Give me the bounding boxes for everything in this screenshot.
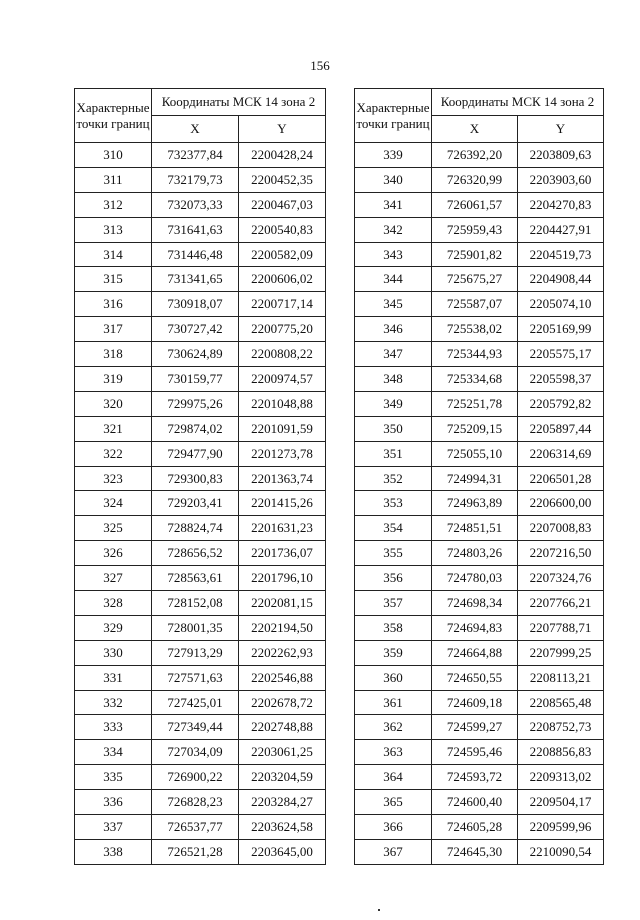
x-cell: 727425,01 (152, 690, 239, 715)
y-cell: 2207766,21 (518, 591, 604, 616)
x-cell: 725334,68 (432, 367, 518, 392)
table-row (355, 217, 604, 242)
x-cell: 730918,07 (152, 292, 239, 317)
x-cell: 724994,31 (432, 466, 518, 491)
table-row (75, 192, 326, 217)
table-row (75, 690, 326, 715)
x-cell: 726900,22 (152, 765, 239, 790)
table-row (75, 790, 326, 815)
point-cell: 319 (75, 367, 152, 392)
point-cell: 310 (75, 143, 152, 168)
x-cell: 732073,33 (152, 192, 239, 217)
x-cell: 726521,28 (152, 839, 239, 864)
table-row (75, 715, 326, 740)
y-cell: 2200606,02 (239, 267, 326, 292)
table-row (355, 192, 604, 217)
table-row (75, 391, 326, 416)
table-row (355, 640, 604, 665)
table-row (75, 740, 326, 765)
point-cell: 336 (75, 790, 152, 815)
x-cell: 726537,77 (152, 815, 239, 840)
x-cell: 731446,48 (152, 242, 239, 267)
x-cell: 726061,57 (432, 192, 518, 217)
x-cell: 725587,07 (432, 292, 518, 317)
y-cell: 2207008,83 (518, 516, 604, 541)
x-cell: 727571,63 (152, 665, 239, 690)
table-row (355, 342, 604, 367)
point-cell: 364 (355, 765, 432, 790)
page-number: 156 (310, 58, 330, 73)
x-cell: 730727,42 (152, 317, 239, 342)
x-cell: 729203,41 (152, 491, 239, 516)
point-cell: 323 (75, 466, 152, 491)
x-cell: 727349,44 (152, 715, 239, 740)
point-cell: 320 (75, 391, 152, 416)
y-cell: 2208752,73 (518, 715, 604, 740)
point-cell: 345 (355, 292, 432, 317)
y-cell: 2205169,99 (518, 317, 604, 342)
x-cell: 727913,29 (152, 640, 239, 665)
x-cell: 724609,18 (432, 690, 518, 715)
y-cell: 2202678,72 (239, 690, 326, 715)
point-cell: 317 (75, 317, 152, 342)
y-cell: 2200452,35 (239, 167, 326, 192)
y-cell: 2210090,54 (518, 839, 604, 864)
x-cell: 725538,02 (432, 317, 518, 342)
x-cell: 728001,35 (152, 615, 239, 640)
point-cell: 321 (75, 416, 152, 441)
header-coordinates: Координаты МСК 14 зона 2 (152, 89, 326, 116)
y-cell: 2203809,63 (518, 143, 604, 168)
x-cell: 725959,43 (432, 217, 518, 242)
point-cell: 314 (75, 242, 152, 267)
point-cell: 324 (75, 491, 152, 516)
y-cell: 2200428,24 (239, 143, 326, 168)
point-cell: 330 (75, 640, 152, 665)
table-row (75, 815, 326, 840)
y-cell: 2204427,91 (518, 217, 604, 242)
y-cell: 2200540,83 (239, 217, 326, 242)
y-cell: 2203624,58 (239, 815, 326, 840)
y-cell: 2208113,21 (518, 665, 604, 690)
point-cell: 360 (355, 665, 432, 690)
header-y: Y (518, 116, 604, 143)
y-cell: 2202262,93 (239, 640, 326, 665)
table-row (355, 267, 604, 292)
stray-dot (378, 909, 380, 911)
table-row (75, 416, 326, 441)
point-cell: 367 (355, 839, 432, 864)
table-row (355, 317, 604, 342)
x-cell: 725344,93 (432, 342, 518, 367)
x-cell: 730624,89 (152, 342, 239, 367)
x-cell: 728563,61 (152, 566, 239, 591)
y-cell: 2206600,00 (518, 491, 604, 516)
x-cell: 730159,77 (152, 367, 239, 392)
y-cell: 2200775,20 (239, 317, 326, 342)
x-cell: 731641,63 (152, 217, 239, 242)
point-cell: 359 (355, 640, 432, 665)
point-cell: 353 (355, 491, 432, 516)
y-cell: 2207788,71 (518, 615, 604, 640)
y-cell: 2206501,28 (518, 466, 604, 491)
x-cell: 728152,08 (152, 591, 239, 616)
y-cell: 2202194,50 (239, 615, 326, 640)
y-cell: 2201415,26 (239, 491, 326, 516)
point-cell: 366 (355, 815, 432, 840)
point-cell: 315 (75, 267, 152, 292)
point-cell: 358 (355, 615, 432, 640)
y-cell: 2202546,88 (239, 665, 326, 690)
table-row (355, 391, 604, 416)
x-cell: 725675,27 (432, 267, 518, 292)
y-cell: 2200717,14 (239, 292, 326, 317)
y-cell: 2203903,60 (518, 167, 604, 192)
y-cell: 2205074,10 (518, 292, 604, 317)
point-cell: 347 (355, 342, 432, 367)
y-cell: 2208856,83 (518, 740, 604, 765)
table-row (355, 516, 604, 541)
point-cell: 348 (355, 367, 432, 392)
table-row (75, 591, 326, 616)
point-cell: 361 (355, 690, 432, 715)
header-y: Y (239, 116, 326, 143)
point-cell: 342 (355, 217, 432, 242)
point-cell: 349 (355, 391, 432, 416)
x-cell: 726828,23 (152, 790, 239, 815)
y-cell: 2203061,25 (239, 740, 326, 765)
x-cell: 724593,72 (432, 765, 518, 790)
header-coordinates: Координаты МСК 14 зона 2 (432, 89, 604, 116)
table-row (75, 292, 326, 317)
x-cell: 724664,88 (432, 640, 518, 665)
y-cell: 2201363,74 (239, 466, 326, 491)
table-row (355, 765, 604, 790)
x-cell: 724645,30 (432, 839, 518, 864)
point-cell: 340 (355, 167, 432, 192)
point-cell: 332 (75, 690, 152, 715)
table-body (355, 143, 604, 865)
x-cell: 732377,84 (152, 143, 239, 168)
point-cell: 311 (75, 167, 152, 192)
point-cell: 327 (75, 566, 152, 591)
table-row (355, 441, 604, 466)
x-cell: 725209,15 (432, 416, 518, 441)
y-cell: 2201091,59 (239, 416, 326, 441)
coordinates-table-left (74, 88, 326, 865)
x-cell: 729300,83 (152, 466, 239, 491)
table-row (75, 566, 326, 591)
point-cell: 344 (355, 267, 432, 292)
table-row (75, 765, 326, 790)
point-cell: 318 (75, 342, 152, 367)
y-cell: 2209504,17 (518, 790, 604, 815)
point-cell: 352 (355, 466, 432, 491)
x-cell: 724851,51 (432, 516, 518, 541)
table-row (355, 591, 604, 616)
x-cell: 724600,40 (432, 790, 518, 815)
x-cell: 727034,09 (152, 740, 239, 765)
point-cell: 356 (355, 566, 432, 591)
y-cell: 2201631,23 (239, 516, 326, 541)
y-cell: 2200974,57 (239, 367, 326, 392)
point-cell: 354 (355, 516, 432, 541)
y-cell: 2200808,22 (239, 342, 326, 367)
table-row (355, 167, 604, 192)
point-cell: 313 (75, 217, 152, 242)
x-cell: 728656,52 (152, 541, 239, 566)
point-cell: 341 (355, 192, 432, 217)
point-cell: 325 (75, 516, 152, 541)
point-cell: 365 (355, 790, 432, 815)
y-cell: 2200582,09 (239, 242, 326, 267)
point-cell: 357 (355, 591, 432, 616)
y-cell: 2205792,82 (518, 391, 604, 416)
x-cell: 724698,34 (432, 591, 518, 616)
y-cell: 2201273,78 (239, 441, 326, 466)
x-cell: 728824,74 (152, 516, 239, 541)
table-row (355, 740, 604, 765)
table-row (75, 167, 326, 192)
table-row (75, 367, 326, 392)
y-cell: 2209599,96 (518, 815, 604, 840)
table-row (355, 466, 604, 491)
x-cell: 732179,73 (152, 167, 239, 192)
y-cell: 2203645,00 (239, 839, 326, 864)
x-cell: 724803,26 (432, 541, 518, 566)
y-cell: 2206314,69 (518, 441, 604, 466)
table-row (355, 242, 604, 267)
x-cell: 731341,65 (152, 267, 239, 292)
table-row (355, 839, 604, 864)
y-cell: 2207216,50 (518, 541, 604, 566)
point-cell: 322 (75, 441, 152, 466)
x-cell: 729874,02 (152, 416, 239, 441)
x-cell: 729477,90 (152, 441, 239, 466)
point-cell: 338 (75, 839, 152, 864)
point-cell: 333 (75, 715, 152, 740)
x-cell: 724650,55 (432, 665, 518, 690)
point-cell: 355 (355, 541, 432, 566)
table-row (355, 491, 604, 516)
y-cell: 2207999,25 (518, 640, 604, 665)
point-cell: 329 (75, 615, 152, 640)
table-row (75, 640, 326, 665)
table-row (355, 665, 604, 690)
point-cell: 343 (355, 242, 432, 267)
x-cell: 724595,46 (432, 740, 518, 765)
table-row (75, 441, 326, 466)
y-cell: 2204519,73 (518, 242, 604, 267)
table-row (355, 815, 604, 840)
y-cell: 2209313,02 (518, 765, 604, 790)
y-cell: 2202748,88 (239, 715, 326, 740)
y-cell: 2201048,88 (239, 391, 326, 416)
point-cell: 316 (75, 292, 152, 317)
table-row (75, 242, 326, 267)
table-row (75, 541, 326, 566)
point-cell: 363 (355, 740, 432, 765)
table-row (355, 566, 604, 591)
point-cell: 346 (355, 317, 432, 342)
point-cell: 337 (75, 815, 152, 840)
y-cell: 2202081,15 (239, 591, 326, 616)
table-row (355, 143, 604, 168)
point-cell: 335 (75, 765, 152, 790)
x-cell: 724694,83 (432, 615, 518, 640)
table-row (75, 143, 326, 168)
y-cell: 2205575,17 (518, 342, 604, 367)
point-cell: 362 (355, 715, 432, 740)
table-row (355, 541, 604, 566)
x-cell: 724605,28 (432, 815, 518, 840)
table-row (75, 665, 326, 690)
header-characteristic-points: Характерные точки границ (75, 89, 152, 143)
point-cell: 331 (75, 665, 152, 690)
x-cell: 726392,20 (432, 143, 518, 168)
table-row (355, 690, 604, 715)
point-cell: 328 (75, 591, 152, 616)
x-cell: 724780,03 (432, 566, 518, 591)
table-row (355, 416, 604, 441)
table-row (75, 317, 326, 342)
table-body (75, 143, 326, 865)
header-x: X (432, 116, 518, 143)
table-row (355, 292, 604, 317)
table-row (355, 615, 604, 640)
table-row (355, 790, 604, 815)
y-cell: 2208565,48 (518, 690, 604, 715)
table-row (75, 342, 326, 367)
y-cell: 2205897,44 (518, 416, 604, 441)
y-cell: 2203204,59 (239, 765, 326, 790)
point-cell: 351 (355, 441, 432, 466)
y-cell: 2204270,83 (518, 192, 604, 217)
header-characteristic-points: Характерные точки границ (355, 89, 432, 143)
y-cell: 2203284,27 (239, 790, 326, 815)
table-row (75, 839, 326, 864)
y-cell: 2201736,07 (239, 541, 326, 566)
y-cell: 2205598,37 (518, 367, 604, 392)
point-cell: 326 (75, 541, 152, 566)
coordinates-table-right (354, 88, 604, 865)
table-row (75, 516, 326, 541)
table-row (355, 367, 604, 392)
header-x: X (152, 116, 239, 143)
table-row (75, 466, 326, 491)
table-row (75, 267, 326, 292)
table-row (75, 491, 326, 516)
y-cell: 2204908,44 (518, 267, 604, 292)
x-cell: 725901,82 (432, 242, 518, 267)
point-cell: 350 (355, 416, 432, 441)
y-cell: 2201796,10 (239, 566, 326, 591)
x-cell: 724599,27 (432, 715, 518, 740)
x-cell: 725251,78 (432, 391, 518, 416)
x-cell: 726320,99 (432, 167, 518, 192)
table-row (75, 217, 326, 242)
x-cell: 724963,89 (432, 491, 518, 516)
table-row (355, 715, 604, 740)
point-cell: 334 (75, 740, 152, 765)
table-row (75, 615, 326, 640)
x-cell: 729975,26 (152, 391, 239, 416)
point-cell: 339 (355, 143, 432, 168)
x-cell: 725055,10 (432, 441, 518, 466)
point-cell: 312 (75, 192, 152, 217)
y-cell: 2207324,76 (518, 566, 604, 591)
y-cell: 2200467,03 (239, 192, 326, 217)
